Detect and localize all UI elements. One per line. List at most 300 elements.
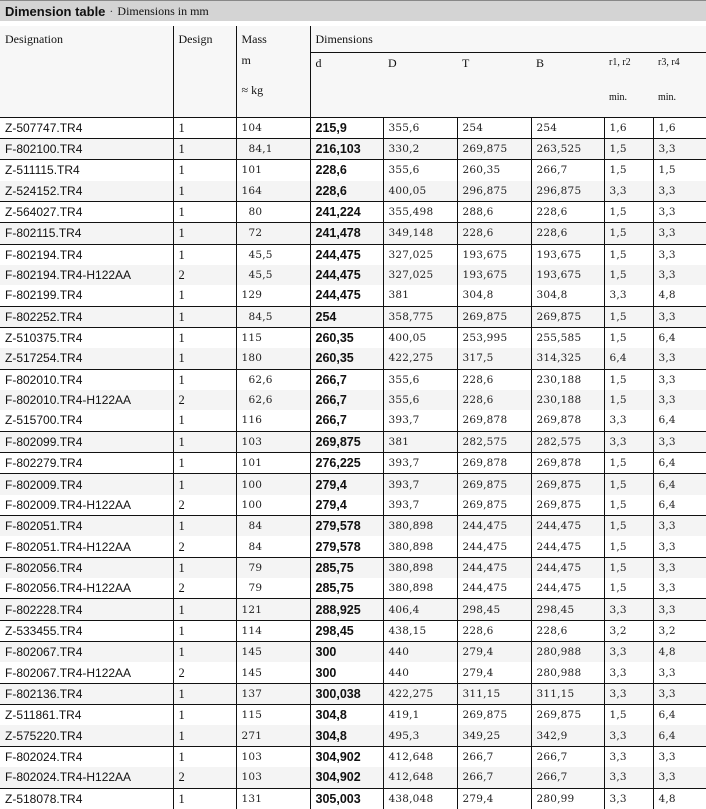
cell-r34: 3,3 <box>653 244 706 265</box>
cell-design: 1 <box>173 705 236 726</box>
cell-design: 1 <box>173 599 236 620</box>
cell-design: 1 <box>173 474 236 495</box>
cell-r34: 1,6 <box>653 117 706 138</box>
cell-mass: 45,5 <box>236 265 310 285</box>
cell-design: 1 <box>173 788 236 809</box>
cell-design: 1 <box>173 201 236 222</box>
cell-mass: 180 <box>236 348 310 369</box>
table-row[interactable] <box>0 578 706 599</box>
cell-design: 1 <box>173 516 236 537</box>
cell-r12: 1,5 <box>604 390 653 410</box>
cell-d: 304,902 <box>310 767 383 788</box>
col-label-r12: r1, r2 <box>609 56 631 68</box>
table-title: Dimension table <box>5 3 106 19</box>
cell-r34: 6,4 <box>653 495 706 516</box>
cell-d: 260,35 <box>310 327 383 348</box>
cell-r12: 3,3 <box>604 410 653 431</box>
cell-d-outer: 393,7 <box>383 453 457 474</box>
table-row[interactable] <box>0 431 706 452</box>
table-row[interactable] <box>0 138 706 159</box>
col-header-B <box>531 52 604 117</box>
cell-r12: 3,3 <box>604 725 653 746</box>
cell-t: 193,675 <box>457 265 531 285</box>
cell-designation: F-802252.TR4 <box>0 306 173 327</box>
cell-r34: 6,4 <box>653 327 706 348</box>
cell-t: 279,4 <box>457 788 531 809</box>
table-row[interactable] <box>0 767 706 788</box>
cell-d: 244,475 <box>310 265 383 285</box>
cell-d: 241,478 <box>310 223 383 244</box>
table-title-bar <box>0 0 706 21</box>
cell-mass: 80 <box>236 201 310 222</box>
cell-mass: 84,1 <box>236 138 310 159</box>
cell-r34: 3,3 <box>653 767 706 788</box>
table-row[interactable] <box>0 201 706 222</box>
cell-d-outer: 393,7 <box>383 474 457 495</box>
cell-d-outer: 355,6 <box>383 390 457 410</box>
col-label-B: B <box>536 55 545 70</box>
cell-b: 314,325 <box>531 348 604 369</box>
cell-r34: 3,3 <box>653 599 706 620</box>
cell-r34: 3,3 <box>653 223 706 244</box>
cell-d: 244,475 <box>310 285 383 306</box>
cell-d: 276,225 <box>310 453 383 474</box>
cell-designation: F-802115.TR4 <box>0 223 173 244</box>
cell-b: 230,188 <box>531 390 604 410</box>
table-row[interactable] <box>0 599 706 620</box>
cell-b: 311,15 <box>531 683 604 704</box>
table-row[interactable] <box>0 285 706 306</box>
cell-r34: 3,3 <box>653 578 706 599</box>
cell-d-outer: 422,275 <box>383 683 457 704</box>
cell-t: 296,875 <box>457 181 531 202</box>
cell-designation: F-802136.TR4 <box>0 683 173 704</box>
cell-designation: Z-533455.TR4 <box>0 620 173 641</box>
col-label-r34: r3, r4 <box>658 56 680 68</box>
cell-r34: 3,2 <box>653 620 706 641</box>
cell-d: 285,75 <box>310 578 383 599</box>
cell-d-outer: 440 <box>383 662 457 683</box>
cell-d: 228,6 <box>310 181 383 202</box>
cell-designation: Z-524152.TR4 <box>0 181 173 202</box>
cell-b: 193,675 <box>531 244 604 265</box>
col-header-design <box>173 26 236 117</box>
cell-mass: 62,6 <box>236 369 310 390</box>
col-label-design: Design <box>178 32 213 46</box>
cell-r12: 1,5 <box>604 201 653 222</box>
cell-b: 269,875 <box>531 474 604 495</box>
cell-designation: F-802056.TR4-H122AA <box>5 581 132 596</box>
cell-t: 193,675 <box>457 244 531 265</box>
cell-b: 280,988 <box>531 662 604 683</box>
col-label-D: D <box>388 55 397 70</box>
cell-designation: F-802228.TR4 <box>0 599 173 620</box>
cell-d: 215,9 <box>310 117 383 138</box>
cell-r34: 3,3 <box>653 390 706 410</box>
cell-t: 266,7 <box>457 767 531 788</box>
cell-designation: F-802010.TR4-H122AA <box>0 390 173 410</box>
cell-design: 1 <box>173 746 236 767</box>
cell-mass: 129 <box>236 285 310 306</box>
cell-r12: 1,5 <box>604 265 653 285</box>
cell-r34: 3,3 <box>653 536 706 557</box>
cell-designation: F-802194.TR4-H122AA <box>0 265 173 285</box>
cell-r12: 3,3 <box>604 767 653 788</box>
cell-d: 254 <box>310 306 383 327</box>
table-row[interactable] <box>0 516 706 537</box>
table-row[interactable] <box>0 327 706 348</box>
cell-t: 228,6 <box>457 223 531 244</box>
cell-d-outer: 355,6 <box>383 369 457 390</box>
cell-r34: 3,3 <box>653 181 706 202</box>
cell-b: 266,7 <box>531 767 604 788</box>
cell-r12: 1,5 <box>604 327 653 348</box>
cell-designation: F-802099.TR4 <box>0 431 173 452</box>
col-label-mass: Mass <box>241 32 267 46</box>
cell-d-outer: 381 <box>383 285 457 306</box>
cell-b: 244,475 <box>531 516 604 537</box>
cell-d: 241,224 <box>310 201 383 222</box>
cell-mass: 45,5 <box>236 244 310 265</box>
cell-b: 244,475 <box>531 578 604 599</box>
cell-b: 244,475 <box>531 536 604 557</box>
cell-r12: 3,3 <box>604 662 653 683</box>
table-row[interactable] <box>0 788 706 809</box>
cell-t: 279,4 <box>457 662 531 683</box>
cell-r34: 3,3 <box>653 662 706 683</box>
cell-mass: 84 <box>236 536 310 557</box>
table-row[interactable] <box>0 662 706 683</box>
cell-mass: 103 <box>236 767 310 788</box>
cell-d-outer: 393,7 <box>383 495 457 516</box>
table-row[interactable] <box>0 306 706 327</box>
cell-designation: F-802067.TR4 <box>0 642 173 663</box>
cell-t: 244,475 <box>457 516 531 537</box>
cell-mass: 116 <box>236 410 310 431</box>
cell-r12: 1,5 <box>604 474 653 495</box>
cell-b: 254 <box>531 117 604 138</box>
cell-design: 1 <box>173 348 236 369</box>
table-row[interactable] <box>0 746 706 767</box>
cell-mass: 103 <box>236 746 310 767</box>
cell-d-outer: 438,048 <box>383 788 457 809</box>
cell-t: 317,5 <box>457 348 531 369</box>
table-row[interactable] <box>0 160 706 181</box>
cell-r12: 1,5 <box>604 536 653 557</box>
cell-t: 279,4 <box>457 642 531 663</box>
cell-designation: Z-515700.TR4 <box>5 413 83 428</box>
cell-designation: Z-507747.TR4 <box>0 117 173 138</box>
cell-r12: 3,2 <box>604 620 653 641</box>
cell-t: 304,8 <box>457 285 531 306</box>
cell-b: 269,875 <box>531 495 604 516</box>
cell-d: 260,35 <box>310 348 383 369</box>
cell-d-outer: 400,05 <box>383 181 457 202</box>
cell-r12: 1,5 <box>604 557 653 578</box>
cell-design: 1 <box>173 181 236 202</box>
col-label-designation: Designation <box>5 32 63 46</box>
cell-r12: 1,5 <box>604 223 653 244</box>
cell-mass: 131 <box>236 788 310 809</box>
cell-r12: 3,3 <box>604 642 653 663</box>
cell-designation: F-802024.TR4-H122AA <box>0 767 173 788</box>
cell-r34: 6,4 <box>653 474 706 495</box>
cell-t: 228,6 <box>457 369 531 390</box>
cell-designation: F-802199.TR4 <box>5 288 83 303</box>
cell-mass: 100 <box>236 474 310 495</box>
cell-d: 266,7 <box>310 390 383 410</box>
cell-d: 285,75 <box>310 557 383 578</box>
cell-designation: F-802051.TR4 <box>0 516 173 537</box>
cell-t: 266,7 <box>457 746 531 767</box>
table-row[interactable] <box>0 348 706 369</box>
cell-r12: 1,5 <box>604 516 653 537</box>
cell-r12: 3,3 <box>604 599 653 620</box>
col-label-mass-unit: ≈ kg <box>241 83 264 97</box>
cell-r12: 1,5 <box>604 138 653 159</box>
cell-mass: 164 <box>236 181 310 202</box>
table-row[interactable] <box>0 369 706 390</box>
cell-d: 216,103 <box>310 138 383 159</box>
cell-b: 228,6 <box>531 223 604 244</box>
cell-b: 342,9 <box>531 725 604 746</box>
cell-r34: 3,3 <box>653 683 706 704</box>
cell-r34: 3,3 <box>653 369 706 390</box>
table-row[interactable] <box>0 536 706 557</box>
cell-r12: 3,3 <box>604 285 653 306</box>
cell-t: 288,6 <box>457 201 531 222</box>
cell-mass: 100 <box>236 495 310 516</box>
cell-designation: F-802010.TR4 <box>0 369 173 390</box>
table-row[interactable] <box>0 410 706 431</box>
table-row[interactable] <box>0 474 706 495</box>
cell-d-outer: 380,898 <box>383 557 457 578</box>
cell-design: 2 <box>173 390 236 410</box>
cell-d-outer: 440 <box>383 642 457 663</box>
cell-t: 269,875 <box>457 495 531 516</box>
table-row[interactable] <box>0 223 706 244</box>
cell-design: 2 <box>173 265 236 285</box>
cell-r12: 1,5 <box>604 578 653 599</box>
cell-r34: 1,5 <box>653 160 706 181</box>
col-header-dimensions <box>310 26 706 52</box>
col-label-r12-note: min. <box>609 91 628 103</box>
cell-mass: 84,5 <box>236 306 310 327</box>
cell-b: 280,99 <box>531 788 604 809</box>
table-row[interactable] <box>0 557 706 578</box>
cell-d: 228,6 <box>310 160 383 181</box>
cell-design: 2 <box>173 495 236 516</box>
cell-mass: 72 <box>236 223 310 244</box>
cell-designation: F-802009.TR4 <box>0 474 173 495</box>
cell-design: 1 <box>173 285 236 306</box>
cell-r12: 1,6 <box>604 117 653 138</box>
col-label-T: T <box>462 55 470 70</box>
cell-mass: 115 <box>236 705 310 726</box>
cell-t: 269,875 <box>457 474 531 495</box>
col-header-d <box>310 52 383 117</box>
cell-d: 279,578 <box>310 516 383 537</box>
table-row[interactable] <box>0 725 706 746</box>
cell-t: 269,875 <box>457 306 531 327</box>
cell-r12: 1,5 <box>604 705 653 726</box>
cell-design: 1 <box>173 117 236 138</box>
cell-t: 282,575 <box>457 431 531 452</box>
cell-r34: 3,3 <box>653 265 706 285</box>
cell-r12: 6,4 <box>604 348 653 369</box>
cell-r34: 3,3 <box>653 516 706 537</box>
cell-r34: 3,3 <box>653 348 706 369</box>
cell-t: 311,15 <box>457 683 531 704</box>
cell-d-outer: 380,898 <box>383 536 457 557</box>
cell-t: 269,878 <box>457 453 531 474</box>
cell-b: 230,188 <box>531 369 604 390</box>
table-row[interactable] <box>0 390 706 410</box>
cell-t: 244,475 <box>457 557 531 578</box>
cell-designation: Z-575220.TR4 <box>0 725 173 746</box>
cell-b: 228,6 <box>531 620 604 641</box>
table-row[interactable] <box>0 683 706 704</box>
cell-r12: 1,5 <box>604 306 653 327</box>
cell-t: 228,6 <box>457 390 531 410</box>
col-label-r34-note: min. <box>658 91 677 103</box>
cell-d: 266,7 <box>310 369 383 390</box>
cell-r12: 3,3 <box>604 181 653 202</box>
cell-r12: 1,5 <box>604 495 653 516</box>
cell-r34: 3,3 <box>653 746 706 767</box>
cell-d-outer: 400,05 <box>383 327 457 348</box>
cell-d-outer: 358,775 <box>383 306 457 327</box>
cell-b: 263,525 <box>531 138 604 159</box>
table-row[interactable] <box>0 620 706 641</box>
cell-t: 244,475 <box>457 578 531 599</box>
cell-d-outer: 406,4 <box>383 599 457 620</box>
cell-d: 305,003 <box>310 788 383 809</box>
table-row[interactable] <box>0 642 706 663</box>
cell-mass: 84 <box>236 516 310 537</box>
cell-t: 228,6 <box>457 620 531 641</box>
cell-designation: F-802194.TR4 <box>0 244 173 265</box>
cell-design: 1 <box>173 306 236 327</box>
cell-d-outer: 412,648 <box>383 746 457 767</box>
table-row[interactable] <box>0 117 706 138</box>
cell-t: 298,45 <box>457 599 531 620</box>
cell-mass: 79 <box>236 557 310 578</box>
cell-d-outer: 355,498 <box>383 201 457 222</box>
cell-designation: F-802056.TR4 <box>0 557 173 578</box>
cell-design: 1 <box>173 642 236 663</box>
cell-d: 300,038 <box>310 683 383 704</box>
table-row[interactable] <box>0 181 706 202</box>
cell-b: 244,475 <box>531 557 604 578</box>
cell-mass: 103 <box>236 431 310 452</box>
table-row[interactable] <box>0 453 706 474</box>
cell-r12: 3,3 <box>604 746 653 767</box>
cell-design: 1 <box>173 453 236 474</box>
cell-d: 304,902 <box>310 746 383 767</box>
cell-r34: 6,4 <box>653 453 706 474</box>
cell-t: 260,35 <box>457 160 531 181</box>
cell-r12: 3,3 <box>604 683 653 704</box>
cell-d-outer: 495,3 <box>383 725 457 746</box>
cell-d-outer: 327,025 <box>383 265 457 285</box>
cell-design: 1 <box>173 138 236 159</box>
cell-mass: 104 <box>236 117 310 138</box>
cell-design: 1 <box>173 683 236 704</box>
cell-r12: 3,3 <box>604 788 653 809</box>
cell-d-outer: 380,898 <box>383 578 457 599</box>
table-row[interactable] <box>0 705 706 726</box>
cell-mass: 271 <box>236 725 310 746</box>
cell-r12: 1,5 <box>604 453 653 474</box>
cell-design: 1 <box>173 244 236 265</box>
table-row[interactable] <box>0 495 706 516</box>
cell-designation: Z-510375.TR4 <box>0 327 173 348</box>
cell-t: 269,875 <box>457 138 531 159</box>
table-row[interactable] <box>0 244 706 265</box>
cell-r34: 3,3 <box>653 201 706 222</box>
cell-d: 279,4 <box>310 474 383 495</box>
title-separator: · <box>109 3 114 18</box>
cell-r34: 6,4 <box>653 725 706 746</box>
cell-t: 269,875 <box>457 705 531 726</box>
table-row[interactable] <box>0 265 706 285</box>
cell-d-outer: 393,7 <box>383 410 457 431</box>
cell-b: 269,875 <box>531 306 604 327</box>
table-body <box>0 117 706 809</box>
cell-designation: Z-511115.TR4 <box>0 160 173 181</box>
cell-d: 304,8 <box>310 705 383 726</box>
col-header-designation <box>0 26 173 117</box>
cell-mass: 62,6 <box>236 390 310 410</box>
cell-mass: 101 <box>236 160 310 181</box>
cell-d: 300 <box>310 642 383 663</box>
cell-b: 269,878 <box>531 410 604 431</box>
cell-mass: 101 <box>236 453 310 474</box>
cell-design: 1 <box>173 327 236 348</box>
cell-r34: 6,4 <box>653 410 706 431</box>
cell-design: 2 <box>173 578 236 599</box>
cell-designation: Z-564027.TR4 <box>0 201 173 222</box>
cell-designation: F-802279.TR4 <box>0 453 173 474</box>
cell-b: 255,585 <box>531 327 604 348</box>
col-header-mass <box>236 26 310 117</box>
cell-r34: 3,3 <box>653 138 706 159</box>
cell-designation: F-802067.TR4-H122AA <box>5 665 132 680</box>
cell-b: 298,45 <box>531 599 604 620</box>
cell-d-outer: 327,025 <box>383 244 457 265</box>
cell-d-outer: 422,275 <box>383 348 457 369</box>
cell-r34: 4,8 <box>653 642 706 663</box>
cell-d: 279,578 <box>310 536 383 557</box>
cell-design: 2 <box>173 536 236 557</box>
cell-r12: 1,5 <box>604 160 653 181</box>
cell-designation: F-802024.TR4 <box>0 746 173 767</box>
cell-designation: Z-511861.TR4 <box>0 705 173 726</box>
col-header-r34 <box>653 52 706 117</box>
cell-t: 244,475 <box>457 536 531 557</box>
cell-design: 1 <box>173 369 236 390</box>
cell-t: 253,995 <box>457 327 531 348</box>
cell-r34: 3,3 <box>653 306 706 327</box>
cell-d: 300 <box>310 662 383 683</box>
col-header-r12 <box>604 52 653 117</box>
cell-designation: F-802009.TR4-H122AA <box>5 497 132 512</box>
cell-b: 269,875 <box>531 705 604 726</box>
cell-t: 254 <box>457 117 531 138</box>
cell-d-outer: 381 <box>383 431 457 452</box>
table-header <box>0 26 706 117</box>
